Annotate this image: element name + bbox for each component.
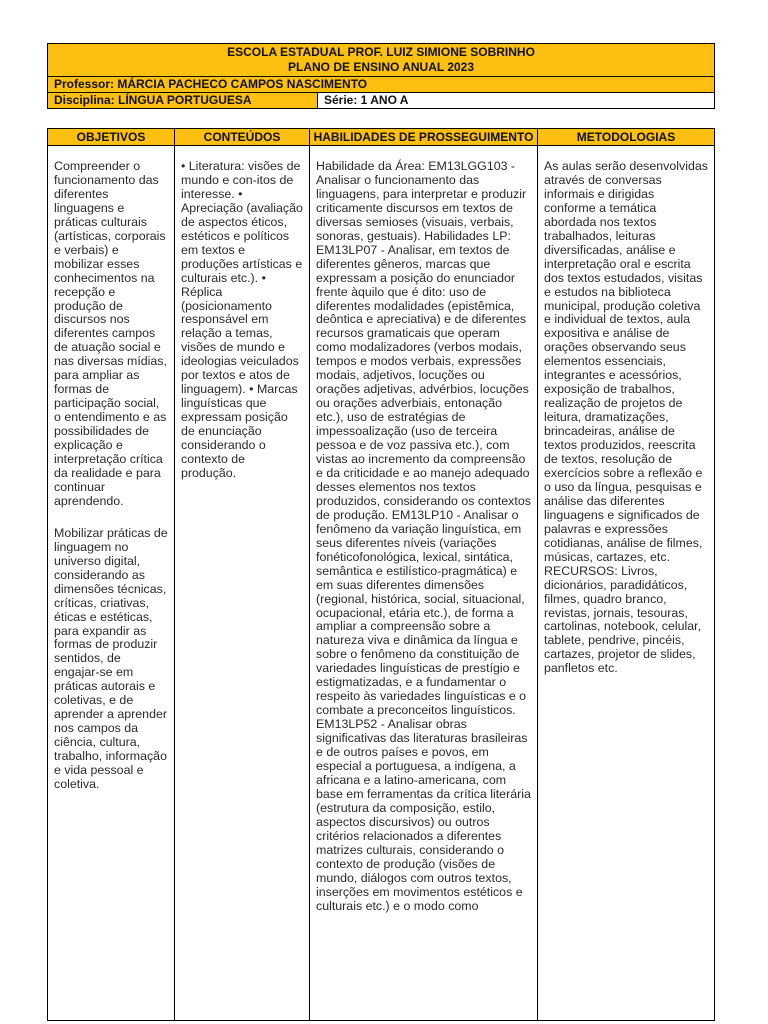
conteudos-text: • Literatura: visões de mundo e con-itos de interesse. • Apreciação (avaliação de aspectos éticos, estéticos e políticos em textos e produções artísticas e culturais etc.). • Réplica (posicionamento responsável em relação a temas, visões de mundo e ideologias veiculados por textos e atos de linguagem). • Marcas linguísticas que expressam posição de enunciação considerando o contexto de produção. <box>181 159 303 480</box>
habilidades-cell <box>310 146 538 1021</box>
column-header-row <box>48 129 715 146</box>
discipline-row <box>48 93 715 109</box>
plan-table <box>47 128 715 1021</box>
column-header-objetivos: OBJETIVOS <box>48 129 175 146</box>
objetivo-paragraph: Mobilizar práticas de linguagem no universo digital, considerando as dimensões técnicas, críticas, criativas, éticas e estéticas, para expandir as formas de produzir sentidos, de engajar-se em práticas autorais e coletivas, e de aprender a aprender nos campos da ciência, cultura, trabalho, informação e vida pessoal e coletiva. <box>54 525 168 791</box>
grade-label: Série: 1 ANO A <box>318 93 715 109</box>
school-name: ESCOLA ESTADUAL PROF. LUIZ SIMIONE SOBRINHO <box>227 45 535 59</box>
column-header-habilidades: HABILIDADES DE PROSSEGUIMENTO <box>310 129 538 146</box>
discipline-name: Disciplina: LÍNGUA PORTUGUESA <box>48 93 318 109</box>
professor-name: Professor: MÁRCIA PACHECO CAMPOS NASCIMENTO <box>48 77 715 93</box>
plan-title: PLANO DE ENSINO ANUAL 2023 <box>287 60 475 74</box>
objetivos-cell <box>48 146 175 1021</box>
table-row <box>48 146 715 1021</box>
title-cell <box>48 44 715 77</box>
title-row <box>48 44 715 77</box>
document-header <box>47 43 715 109</box>
professor-row <box>48 77 715 93</box>
conteudos-cell <box>175 146 310 1021</box>
column-header-metodologias: METODOLOGIAS <box>538 129 715 146</box>
metodologias-cell <box>538 146 715 1021</box>
objetivo-paragraph: Compreender o funcionamento das diferentes linguagens e práticas culturais (artísticas, corporais e verbais) e mobilizar esses conhecimentos na recepção e produção de discursos nos diferentes campos de atuação social e nas diversas mídias, para ampliar as formas de participação social, o entendimento e as possibilidades de explicação e interpretação crítica da realidade e para continuar aprendendo. <box>54 159 167 508</box>
column-header-conteudos: CONTEÚDOS <box>175 129 310 146</box>
metodologias-text: As aulas serão desenvolvidas através de conversas informais e dirigidas conforme a temática abordada nos textos trabalhados, leituras diversificadas, análise e interpretação oral e escrita dos textos estudados, visitas e estudos na biblioteca municipal, produção coletiva e individual de textos, aula expositiva e análise de orações observando seus elementos essenciais, integrantes e acessórios, exposição de trabalhos, realização de projetos de leitura, dramatizações, brincadeiras, análise de textos produzidos, reescrita de textos, resolução de exercícios sobre a reflexão e o uso da língua, pesquisas e análise das diferentes linguagens e significados de palavras e expressões cotidianas, análise de filmes, músicas, cartazes, etc. RECURSOS: Livros, dicionários, paradidáticos, filmes, quadro branco, revistas, jornais, tesouras, cartolinas, notebook, celular, tablete, pendrive, pincéis, cartazes, projetor de slides, panfletos etc. <box>544 159 708 676</box>
habilidades-text: Habilidade da Área: EM13LGG103 - Analisar o funcionamento das linguagens, para interpretar e produzir criticamente discursos em textos de diversas semioses (visuais, verbais, sonoras, gestuais). Habilidades LP: EM13LP07 - Analisar, em textos de diferentes gêneros, marcas que expressam a posição do enunciador frente àquilo que é dito: uso de diferentes modalidades (epistêmica, deôntica e apreciativa) e de diferentes recursos gramaticais que operam como modalizadores (verbos modais, tempos e modos verbais, expressões modais, adjetivos, locuções ou orações adjetivas, advérbios, locuções ou orações adverbiais, entonação etc.), uso de estratégias de impessoalização (uso de terceira pessoa e de voz passiva etc.), com vistas ao incremento da compreensão e da criticidade e ao manejo adequado desses elementos nos textos produzidos, considerando os contextos de produção. EM13LP10 - Analisar o fenômeno da variação linguística, em seus diferentes níveis (variações fonéticofonológica, lexical, sintática, semântica e estilístico-pragmática) e em suas diferentes dimensões (regional, histórica, social, situacional, ocupacional, etária etc.), de forma a ampliar a compreensão sobre a natureza viva e dinâmica da língua e sobre o fenômeno da constituição de variedades linguísticas de prestígio e estigmatizadas, e a fundamentar o respeito às variedades linguísticas e o combate a preconceitos linguísticos. EM13LP52 - Analisar obras significativas das literaturas brasileiras e de outros países e povos, em especial a portuguesa, a indígena, a africana e a latino-americana, com base em ferramentas da crítica literária (estrutura da composição, estilo, aspectos discursivos) ou outros critérios relacionados a diferentes matrizes culturais, considerando o contexto de produção (visões de mundo, diálogos com outros textos, inserções em movimentos estéticos e culturais etc.) e o modo como <box>316 159 531 913</box>
